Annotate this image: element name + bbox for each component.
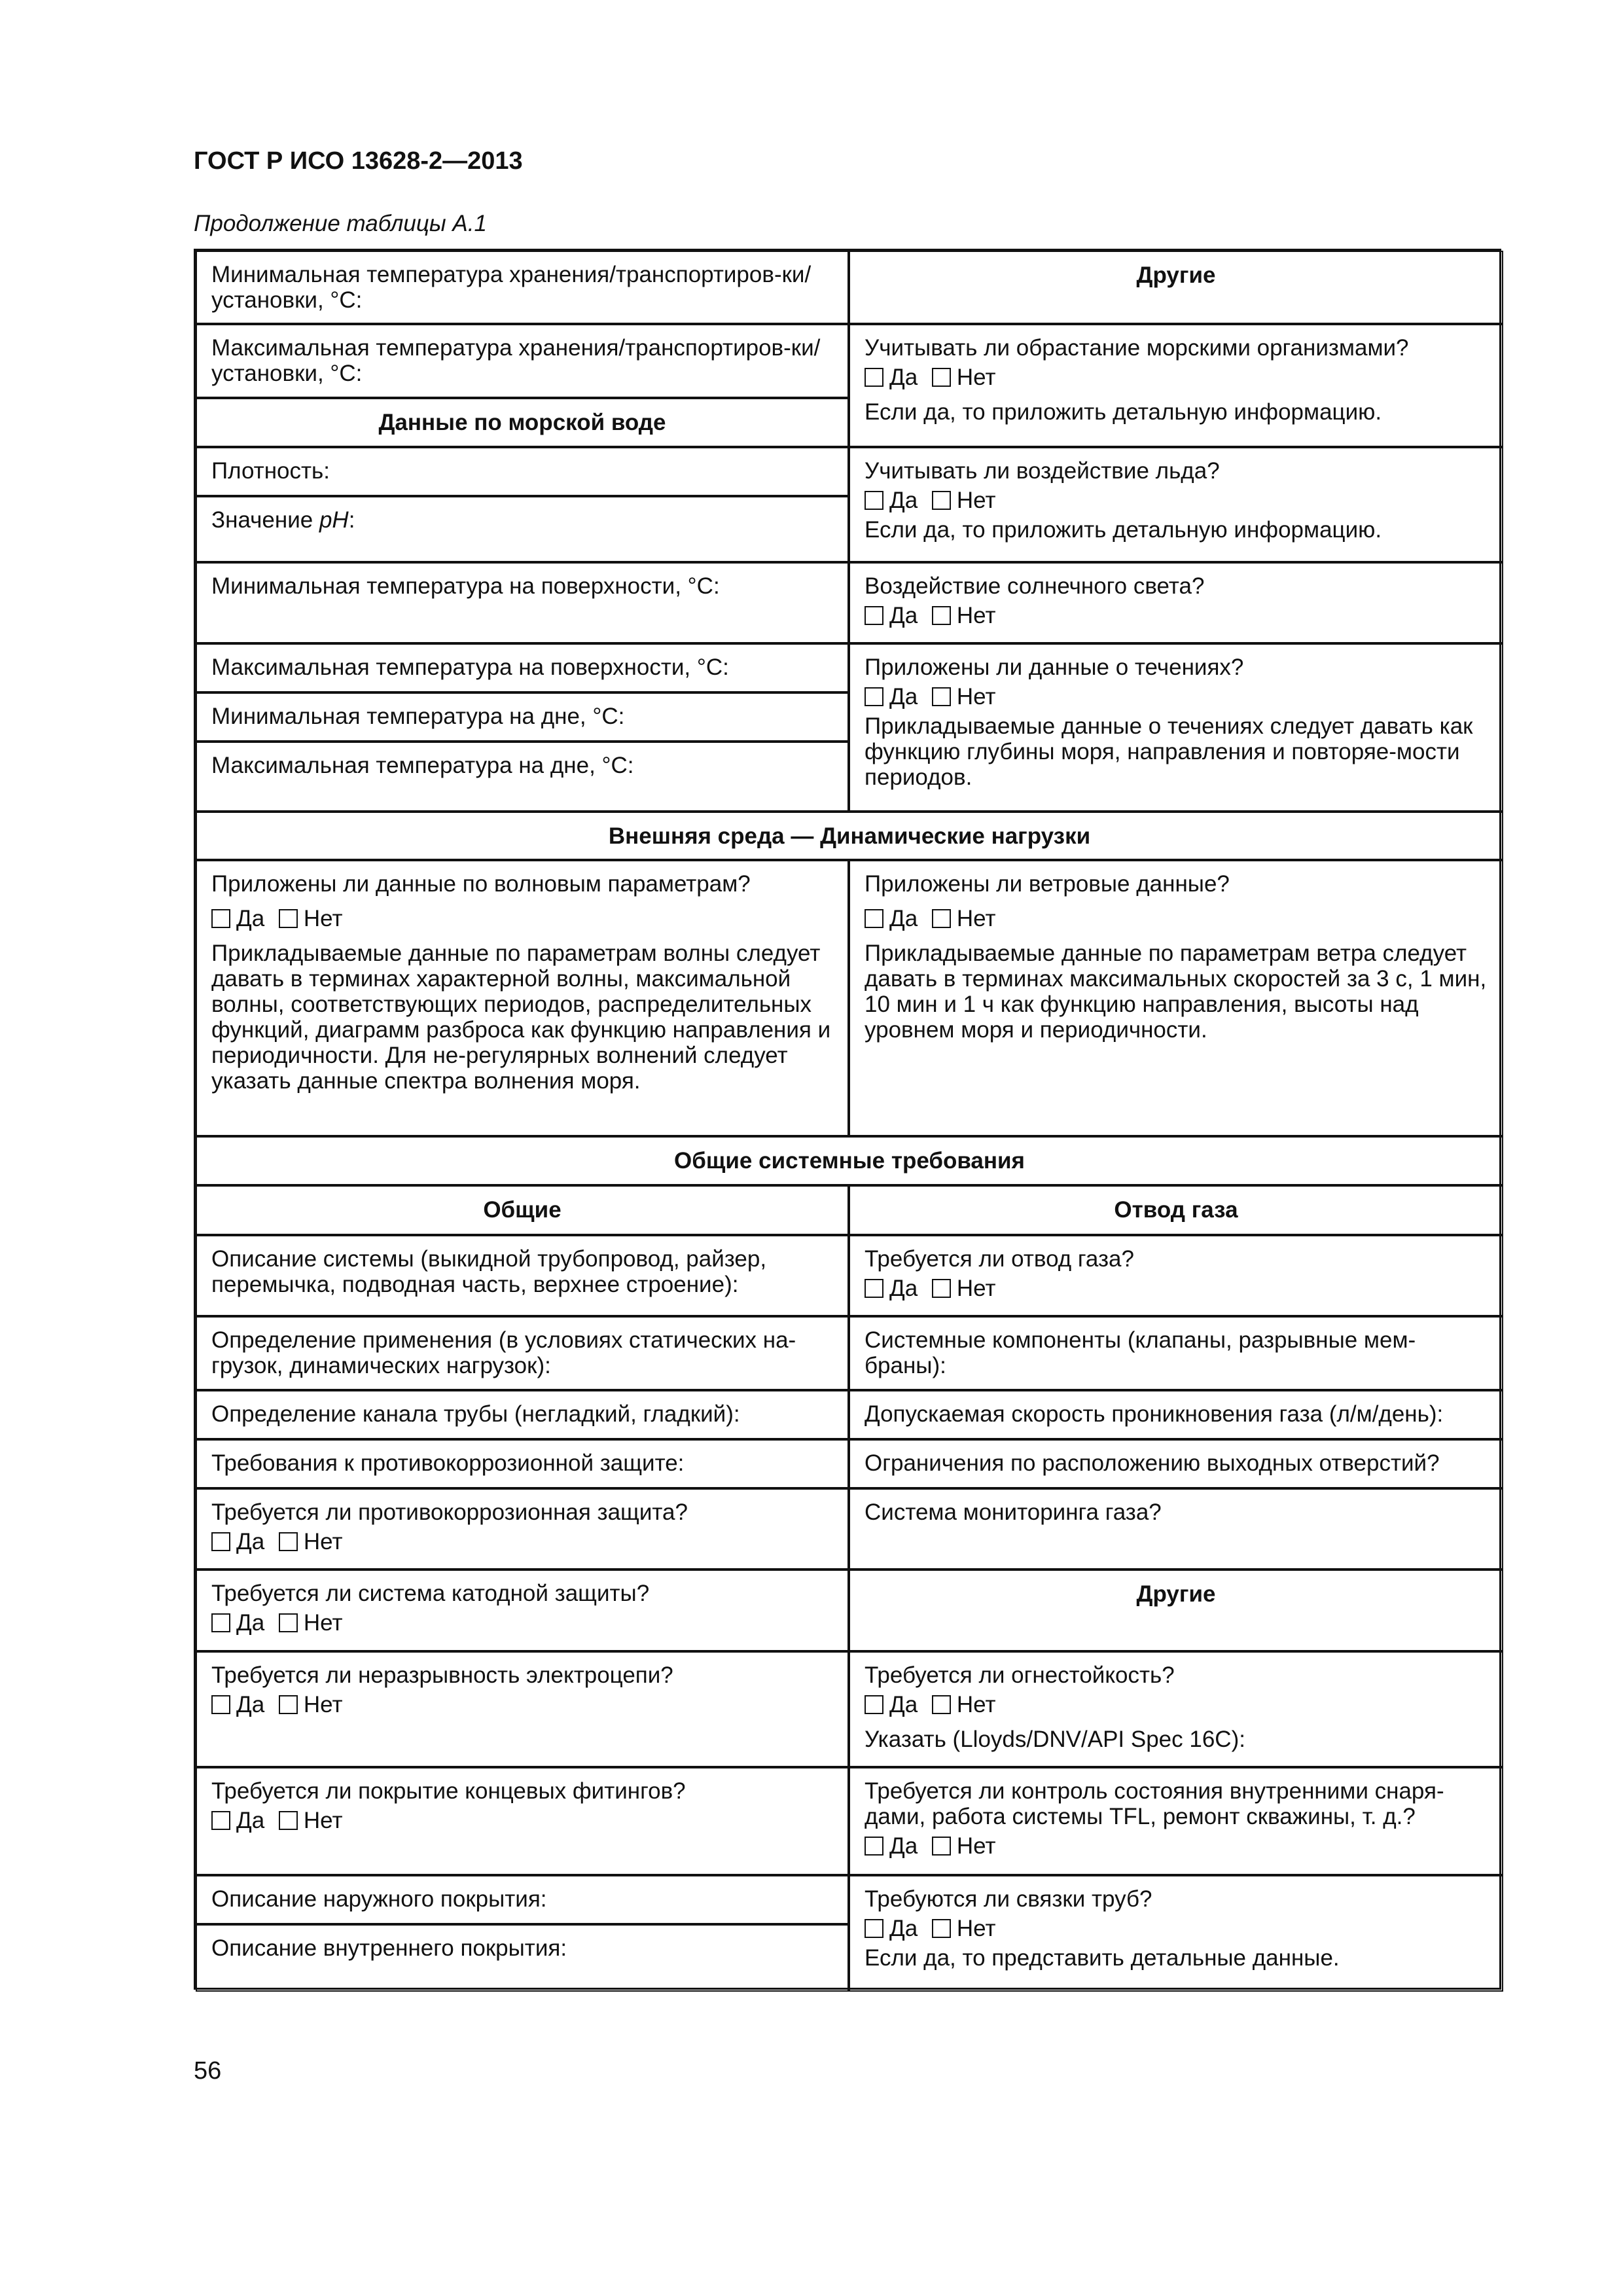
- permeation-label: Допускаемая скорость проникновения газа (л/м/день):: [865, 1401, 1444, 1427]
- seawater-header: Данные по морской воде: [378, 410, 666, 435]
- application-label: Определение применения (в условиях статических на-грузок, динамических нагрузок):: [211, 1327, 796, 1378]
- corrosion-no-checkbox[interactable]: [279, 1532, 298, 1551]
- ice-no-checkbox[interactable]: [932, 491, 951, 510]
- corrosion-requirements-cell: [196, 1439, 849, 1488]
- density-label: Плотность:: [211, 458, 330, 484]
- gas-vent-no-checkbox[interactable]: [932, 1279, 951, 1298]
- pigging-yes-checkbox[interactable]: [865, 1837, 883, 1856]
- sunlight-yes-checkbox[interactable]: [865, 606, 883, 625]
- max-storage-temp-cell: [196, 324, 849, 398]
- currents-cell: [849, 643, 1503, 812]
- ice-note: Если да, то приложить детальную информацию.: [865, 517, 1382, 543]
- system-other-header: Другие: [1136, 1581, 1216, 1607]
- general-header-cell: [196, 1185, 849, 1235]
- currents-yes-checkbox[interactable]: [865, 687, 883, 706]
- no-label: Нет: [956, 906, 996, 931]
- general-header: Общие: [483, 1197, 562, 1223]
- cathodic-no-checkbox[interactable]: [279, 1613, 298, 1632]
- seawater-header-cell: [196, 398, 849, 447]
- gas-vent-header: Отвод газа: [1114, 1197, 1238, 1223]
- yes-label: Да: [889, 684, 918, 709]
- biofouling-options: [865, 365, 1488, 390]
- gas-monitoring-cell: [849, 1488, 1503, 1570]
- ice-yes-checkbox[interactable]: [865, 491, 883, 510]
- waves-yes-checkbox[interactable]: [211, 909, 230, 928]
- biofouling-no-checkbox[interactable]: [932, 368, 951, 387]
- pigging-no-checkbox[interactable]: [932, 1837, 951, 1856]
- yes-label: Да: [236, 1808, 265, 1833]
- application-cell: [196, 1316, 849, 1390]
- continuity-question: Требуется ли неразрывность электроцепи?: [211, 1662, 673, 1688]
- gas-vent-question: Требуется ли отвод газа?: [865, 1246, 1134, 1272]
- cathodic-yes-checkbox[interactable]: [211, 1613, 230, 1632]
- continuity-yes-checkbox[interactable]: [211, 1695, 230, 1714]
- no-label: Нет: [303, 906, 343, 931]
- no-label: Нет: [956, 1833, 996, 1859]
- wind-yes-checkbox[interactable]: [865, 909, 883, 928]
- bore-label: Определение канала трубы (негладкий, гладкий):: [211, 1401, 740, 1427]
- fire-resistance-cell: [849, 1651, 1503, 1767]
- yes-label: Да: [889, 488, 918, 513]
- gas-monitoring-label: Система мониторинга газа?: [865, 1499, 1162, 1525]
- yes-label: Да: [889, 1833, 918, 1859]
- no-label: Нет: [956, 1916, 996, 1941]
- pipe-bundles-cell: [849, 1875, 1503, 1992]
- cathodic-protection-question: Требуется ли система катодной защиты?: [211, 1581, 650, 1606]
- no-label: Нет: [303, 1529, 343, 1554]
- ice-options: [865, 488, 1488, 513]
- corrosion-protection-cell: [196, 1488, 849, 1570]
- max-surface-temp-label: Максимальная температура на поверхности, °С:: [211, 655, 729, 680]
- fire-resistance-options: [865, 1692, 1488, 1717]
- requirements-table: [194, 249, 1501, 1990]
- continuity-options: [211, 1692, 833, 1717]
- gas-components-cell: [849, 1316, 1503, 1390]
- wind-no-checkbox[interactable]: [932, 909, 951, 928]
- gas-vent-header-cell: [849, 1185, 1503, 1235]
- pipe-bundles-note: Если да, то представить детальные данные.: [865, 1945, 1340, 1971]
- fire-yes-checkbox[interactable]: [865, 1695, 883, 1714]
- outlet-limits-cell: [849, 1439, 1503, 1488]
- no-label: Нет: [956, 488, 996, 513]
- dynamic-loads-header-cell: [196, 812, 1503, 860]
- waves-note: Прикладываемые данные по параметрам волны следует давать в терминах характерной волны, максимальной волны, соответствующих периодов, распределительных функций, диаграмм разброса как функцию направления и периодичности. Для не-регулярных волнений следует указать данные спектра волнения моря.: [211, 941, 831, 1094]
- dynamic-loads-header: Внешняя среда — Динамические нагрузки: [608, 823, 1091, 849]
- currents-no-checkbox[interactable]: [932, 687, 951, 706]
- system-requirements-header: Общие системные требования: [674, 1148, 1025, 1174]
- min-surface-temp-label: Минимальная температура на поверхности, °С:: [211, 573, 720, 599]
- system-description-cell: [196, 1235, 849, 1316]
- table-caption: Продолжение таблицы А.1: [194, 211, 487, 236]
- corrosion-requirements-label: Требования к противокоррозионной защите:: [211, 1450, 685, 1476]
- end-fittings-cell: [196, 1767, 849, 1875]
- biofouling-question: Учитывать ли обрастание морскими организмами?: [865, 335, 1409, 361]
- density-cell: [196, 447, 849, 496]
- max-storage-temp-label: Максимальная температура хранения/транспортиров-ки/установки, °С:: [211, 335, 821, 386]
- sunlight-options: [865, 603, 1488, 628]
- yes-label: Да: [236, 1610, 265, 1636]
- ph-cell: [196, 496, 849, 562]
- yes-label: Да: [889, 603, 918, 628]
- corrosion-yes-checkbox[interactable]: [211, 1532, 230, 1551]
- max-surface-temp-cell: [196, 643, 849, 692]
- pipe-bundles-question: Требуются ли связки труб?: [865, 1886, 1152, 1912]
- yes-label: Да: [889, 1692, 918, 1717]
- gas-components-label: Системные компоненты (клапаны, разрывные мем-браны):: [865, 1327, 1416, 1378]
- pipe-bundles-options: [865, 1916, 1488, 1941]
- yes-label: Да: [889, 1916, 918, 1941]
- bundles-no-checkbox[interactable]: [932, 1919, 951, 1938]
- system-description-label: Описание системы (выкидной трубопровод, райзер, перемычка, подводная часть, верхнее строение):: [211, 1246, 767, 1297]
- outer-coating-label: Описание наружного покрытия:: [211, 1886, 547, 1912]
- system-requirements-header-cell: [196, 1136, 1503, 1185]
- no-label: Нет: [303, 1808, 343, 1833]
- continuity-no-checkbox[interactable]: [279, 1695, 298, 1714]
- document-title: ГОСТ Р ИСО 13628-2—2013: [194, 147, 523, 175]
- page-number: 56: [194, 2057, 222, 2085]
- pigging-options: [865, 1833, 1488, 1859]
- gas-vent-options: [865, 1276, 1488, 1301]
- max-bottom-temp-label: Максимальная температура на дне, °С:: [211, 753, 634, 778]
- yes-label: Да: [236, 1529, 265, 1554]
- bore-cell: [196, 1390, 849, 1439]
- pigging-question: Требуется ли контроль состояния внутренними снаря-дами, работа системы TFL, ремонт скважины, т. д.?: [865, 1778, 1444, 1829]
- fire-spec-label: Указать (Lloyds/DNV/API Spec 16C):: [865, 1727, 1245, 1752]
- system-other-header-cell: [849, 1570, 1503, 1651]
- sunlight-question: Воздействие солнечного света?: [865, 573, 1205, 599]
- outlet-limits-label: Ограничения по расположению выходных отверстий?: [865, 1450, 1440, 1476]
- gas-vent-yes-checkbox[interactable]: [865, 1279, 883, 1298]
- end-fittings-options: [211, 1808, 833, 1833]
- waves-options: [211, 906, 833, 931]
- min-storage-temp-cell: [196, 251, 849, 324]
- yes-label: Да: [236, 906, 265, 931]
- continuity-cell: [196, 1651, 849, 1767]
- yes-label: Да: [236, 1692, 265, 1717]
- bundles-yes-checkbox[interactable]: [865, 1919, 883, 1938]
- sunlight-cell: [849, 562, 1503, 643]
- no-label: Нет: [956, 1692, 996, 1717]
- ice-question: Учитывать ли воздействие льда?: [865, 458, 1220, 484]
- sunlight-no-checkbox[interactable]: [932, 606, 951, 625]
- other-header-cell: [849, 251, 1503, 324]
- yes-label: Да: [889, 365, 918, 390]
- min-storage-temp-label: Минимальная температура хранения/транспортиров-ки/установки, °С:: [211, 262, 812, 313]
- wind-note: Прикладываемые данные по параметрам ветра следует давать в терминах максимальных скоростей за 3 с, 1 мин, 10 мин и 1 ч как функцию направления, высоты над уровнем моря и периодичности.: [865, 941, 1487, 1043]
- no-label: Нет: [956, 365, 996, 390]
- no-label: Нет: [303, 1610, 343, 1636]
- yes-label: Да: [889, 906, 918, 931]
- currents-note: Прикладываемые данные о течениях следует давать как функцию глубины моря, направления и повторяе-мости периодов.: [865, 713, 1473, 790]
- no-label: Нет: [956, 684, 996, 709]
- waves-cell: [196, 860, 849, 1136]
- fittings-no-checkbox[interactable]: [279, 1811, 298, 1830]
- gas-vent-cell: [849, 1235, 1503, 1316]
- corrosion-protection-question: Требуется ли противокоррозионная защита?: [211, 1499, 688, 1525]
- yes-label: Да: [889, 1276, 918, 1301]
- wind-question: Приложены ли ветровые данные?: [865, 871, 1230, 897]
- biofouling-cell: [849, 324, 1503, 447]
- cathodic-protection-cell: [196, 1570, 849, 1651]
- other-header: Другие: [1136, 262, 1216, 288]
- waves-no-checkbox[interactable]: [279, 909, 298, 928]
- currents-options: [865, 684, 1488, 709]
- min-bottom-temp-cell: [196, 692, 849, 742]
- waves-question: Приложены ли данные по волновым параметрам?: [211, 871, 751, 897]
- no-label: Нет: [956, 603, 996, 628]
- biofouling-yes-checkbox[interactable]: [865, 368, 883, 387]
- currents-question: Приложены ли данные о течениях?: [865, 655, 1244, 680]
- max-bottom-temp-cell: [196, 742, 849, 812]
- min-bottom-temp-label: Минимальная температура на дне, °С:: [211, 704, 625, 729]
- end-fittings-question: Требуется ли покрытие концевых фитингов?: [211, 1778, 686, 1804]
- fittings-yes-checkbox[interactable]: [211, 1811, 230, 1830]
- no-label: Нет: [303, 1692, 343, 1717]
- inner-coating-cell: [196, 1924, 849, 1992]
- min-surface-temp-cell: [196, 562, 849, 643]
- pigging-cell: [849, 1767, 1503, 1875]
- permeation-cell: [849, 1390, 1503, 1439]
- ph-label: Значение pH:: [211, 507, 355, 533]
- no-label: Нет: [956, 1276, 996, 1301]
- cathodic-protection-options: [211, 1610, 833, 1636]
- wind-options: [865, 906, 1488, 931]
- fire-resistance-question: Требуется ли огнестойкость?: [865, 1662, 1175, 1688]
- biofouling-note: Если да, то приложить детальную информацию.: [865, 399, 1382, 425]
- wind-cell: [849, 860, 1503, 1136]
- inner-coating-label: Описание внутреннего покрытия:: [211, 1935, 567, 1961]
- corrosion-protection-options: [211, 1529, 833, 1554]
- outer-coating-cell: [196, 1875, 849, 1924]
- ice-cell: [849, 447, 1503, 562]
- fire-no-checkbox[interactable]: [932, 1695, 951, 1714]
